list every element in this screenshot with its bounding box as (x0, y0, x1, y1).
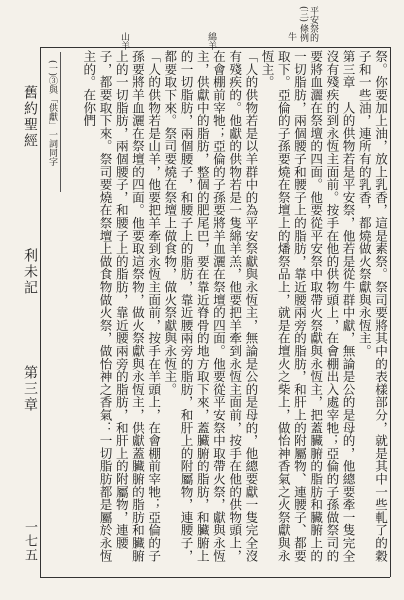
left-rule (40, 47, 41, 577)
margin-note-ox: 牛 (286, 32, 296, 41)
side-note-2: 平安祭的 (308, 6, 318, 42)
paragraph-1: 祭。你要加上油，放上乳香，這是素祭。祭司要將其中的表樣部分，就是其中一些軋了的穀子和一些油，連所有的乳香，都燒做火祭獻與永恆主。 (356, 50, 388, 562)
body-text (44, 50, 388, 574)
paragraph-4: 「人的供物若是山羊，他要把羊牽到永恆主面前，按手在羊頭上，在會棚前宰牠；亞倫的子孫要將羊血灑在祭壇的四面。他要取這祭物，做火祭獻與永恆主，供獻蓋臟腑的脂肪和臟腑上的一切脂肪，兩個腰子，和腰子上的脂肪，靠近腰兩旁的脂肪，和肝上的附屬物，連腰子，都要取下來。祭司要燒在祭壇上做食物做火祭，做怡神之香氣：一切脂肪都是屬於永恆主的。在你們 (81, 50, 162, 562)
footnote: (一)③與「供獻」一詞同字 (47, 60, 57, 167)
book-title: 舊約聖經 (22, 85, 38, 149)
page-number: 一七五 (22, 520, 37, 562)
paragraph-2: 第三章 人的供物若是平安祭，他若是從牛群中獻，無論是公的是母的，他總要牽一隻完全沒有殘疾的到永恆主面前。按手在他的供物頭上，在會棚出入處宰牠；亞倫的子孫做祭司的要將血灑在祭壇的四面。他要從平安祭中取帶火祭獻與永恆主，把蓋臟腑的脂肪和臟腑上的一切脂肪，兩個腰子和腰子上的脂肪，靠近腰兩旁的脂肪，和肝上的附屬物、連腰子、都要取下。亞倫的子孫要燒在祭壇上的燔祭品上，就是在壇火之柴上，做怡神香氣之火祭獻與永恆主。 (259, 50, 356, 562)
side-note-1: (三) (298, 6, 308, 23)
right-rule (390, 47, 391, 577)
book-name: 利未記 (22, 248, 38, 296)
chapter-label: 第三章 (22, 365, 38, 413)
paragraph-3: 「人的供物若是以羊群中的為平安祭獻與永恆主，無論是公的是母的，他總要獻一隻完全沒有殘疾的。他獻的供物若是一隻綿羊羔，他要把羊牽到永恆主面前，按手在他的供物頭上，在會棚前宰牠；亞倫的子孫要將羊血灑在祭壇的四面。他要從平安祭中取帶火祭，獻與永恆主，供獻中的脂肪，整個的肥尾巴，要在靠近脊骨的地方取下來，蓋臟腑的脂肪，和臟腑上的一切脂肪，兩個腰子，和腰子上的脂肪，靠近腰兩旁的脂肪，和肝上的附屬物，連腰子，都要取下來。祭司要燒在祭壇上做食物，做火祭獻與永恆主。 (162, 50, 259, 562)
bottom-rule (40, 577, 390, 578)
side-note-3: 條例 (298, 24, 308, 42)
margin-note-goat: 山羊 (119, 32, 129, 50)
margin-note-sheep: 綿羊 (206, 32, 216, 50)
